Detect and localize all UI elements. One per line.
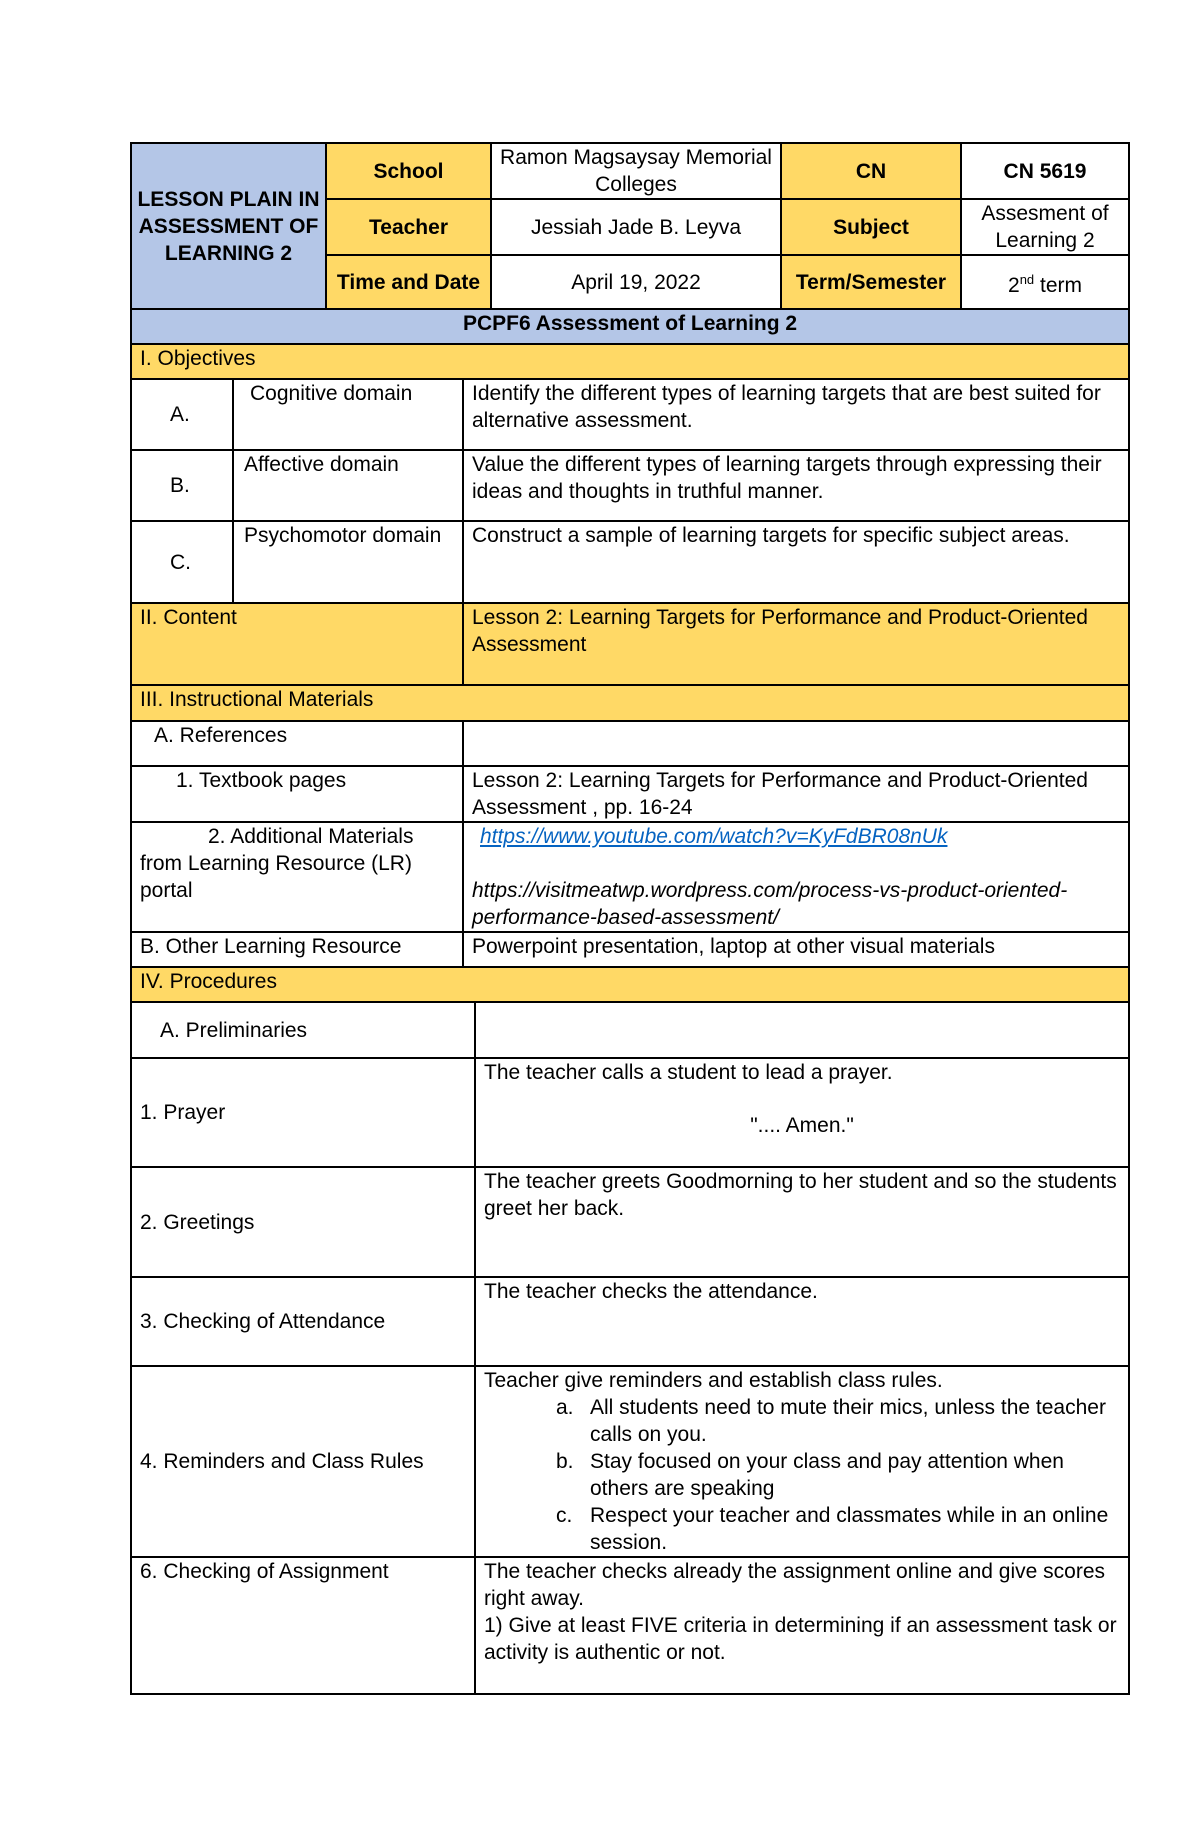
list-item: b. Stay focused on your class and pay attention when others are speaking (556, 1450, 1064, 1500)
objectives-heading: I. Objectives (131, 344, 1129, 379)
header-table (130, 142, 1130, 311)
other-resource-label: B. Other Learning Resource (131, 932, 463, 967)
additional-label-num: 2. Additional Materials (208, 825, 414, 848)
teacher-value: Jessiah Jade B. Leyva (491, 199, 781, 255)
attendance-label: 3. Checking of Attendance (131, 1277, 475, 1366)
other-resource-value: Powerpoint presentation, laptop at other visual materials (463, 932, 1129, 967)
assignment-task: 1) Give at least FIVE criteria in determining if an assessment task or activity is authentic or not. (484, 1614, 1117, 1664)
list-item: c. Respect your teacher and classmates while in an online session. (556, 1504, 1109, 1554)
assignment-text: The teacher checks already the assignment online and give scores right away. (484, 1560, 1106, 1610)
class-rules-label: 4. Reminders and Class Rules (131, 1366, 475, 1557)
cn-label: CN (781, 143, 961, 199)
objective-letter: C. (131, 521, 233, 603)
course-title: PCPF6 Assessment of Learning 2 (131, 309, 1129, 344)
term-label: Term/Semester (781, 255, 961, 310)
prayer-amen: ".... Amen." (750, 1114, 854, 1137)
content-text: Lesson 2: Learning Targets for Performance and Product-Oriented Assessment (463, 603, 1129, 685)
class-rules-intro: Teacher give reminders and establish class rules. (484, 1369, 943, 1392)
class-rules-cell (475, 1366, 1129, 1557)
objective-text: Identify the different types of learning targets that are best suited for alternative assessment. (463, 379, 1129, 450)
additional-materials-label (131, 822, 463, 932)
assignment-cell (475, 1557, 1129, 1694)
lesson-title: LESSON PLAIN IN ASSESSMENT OF LEARNING 2 (131, 143, 326, 310)
references-value (463, 721, 1129, 766)
textbook-value: Lesson 2: Learning Targets for Performance and Product-Oriented Assessment , pp. 16-24 (463, 766, 1129, 822)
prayer-label: 1. Prayer (131, 1058, 475, 1167)
subject-value: Assesment of Learning 2 (961, 199, 1129, 255)
school-value: Ramon Magsaysay Memorial Colleges (491, 143, 781, 199)
assignment-label: 6. Checking of Assignment (131, 1557, 475, 1694)
objective-text: Construct a sample of learning targets for specific subject areas. (463, 521, 1129, 603)
textbook-label: 1. Textbook pages (131, 766, 463, 822)
objective-text: Value the different types of learning targets through expressing their ideas and thoughts in truthful manner. (463, 450, 1129, 521)
objective-domain: Cognitive domain (233, 379, 463, 450)
content-heading: II. Content (131, 603, 463, 685)
term-value: 2nd term (961, 255, 1129, 310)
greetings-label: 2. Greetings (131, 1167, 475, 1277)
prayer-text: The teacher calls a student to lead a prayer. (484, 1061, 893, 1084)
time-date-value: April 19, 2022 (491, 255, 781, 310)
objective-domain: Psychomotor domain (233, 521, 463, 603)
cn-value: CN 5619 (961, 143, 1129, 199)
school-label: School (326, 143, 491, 199)
preliminaries-label: A. Preliminaries (131, 1002, 475, 1058)
procedures-heading: IV. Procedures (131, 967, 1129, 1002)
lesson-body-table (130, 308, 1130, 1695)
additional-materials-links (463, 822, 1129, 932)
attendance-text: The teacher checks the attendance. (475, 1277, 1129, 1366)
wordpress-link[interactable]: https://visitmeatwp.wordpress.com/process-vs-product-oriented-performance-based-assessment/ (472, 879, 1068, 929)
objective-letter: A. (131, 379, 233, 450)
list-item: a. All students need to mute their mics, unless the teacher calls on you. (556, 1396, 1106, 1446)
youtube-link[interactable]: https://www.youtube.com/watch?v=KyFdBR08nUk (480, 825, 948, 848)
teacher-label: Teacher (326, 199, 491, 255)
objective-domain: Affective domain (233, 450, 463, 521)
references-label: A. References (131, 721, 463, 766)
objective-letter: B. (131, 450, 233, 521)
preliminaries-value (475, 1002, 1129, 1058)
class-rules-list (484, 1394, 1120, 1556)
prayer-cell (475, 1058, 1129, 1167)
time-date-label: Time and Date (326, 255, 491, 310)
materials-heading: III. Instructional Materials (131, 685, 1129, 721)
subject-label: Subject (781, 199, 961, 255)
greetings-text: The teacher greets Goodmorning to her student and so the students greet her back. (475, 1167, 1129, 1277)
additional-label-rest: from Learning Resource (LR) portal (140, 852, 412, 902)
